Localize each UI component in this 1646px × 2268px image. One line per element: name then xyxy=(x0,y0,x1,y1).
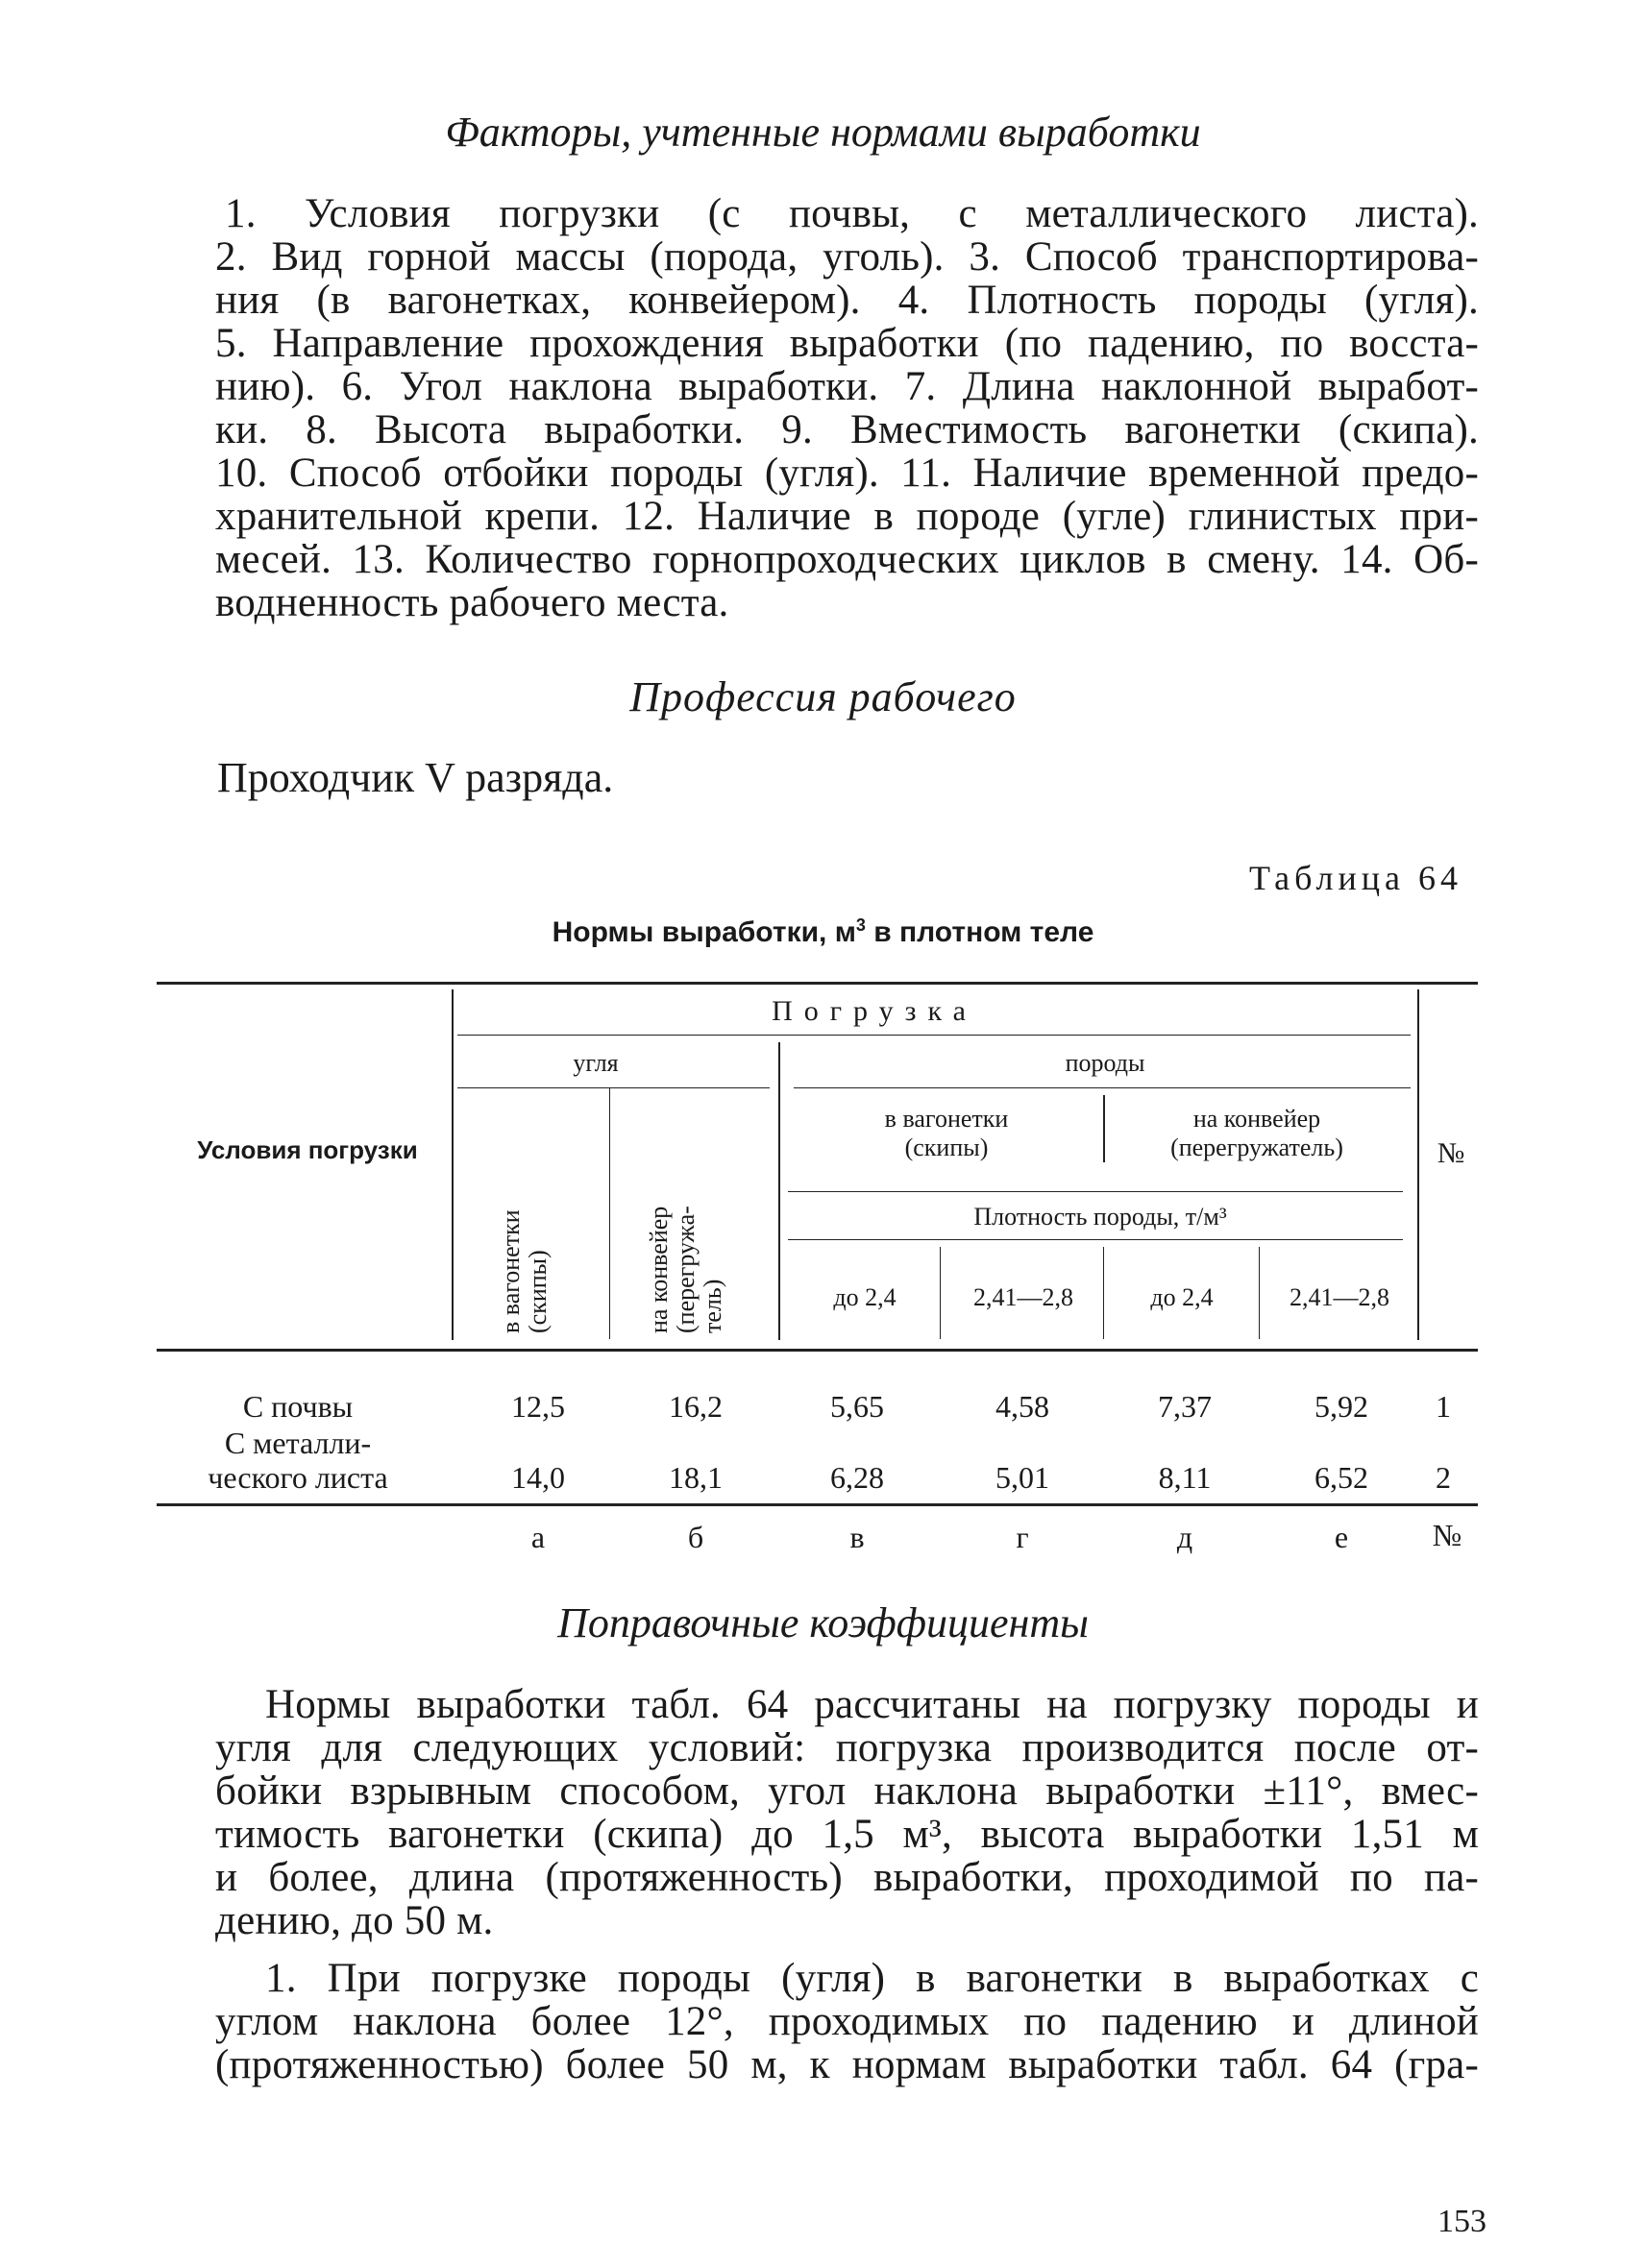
table-cell: 5,01 xyxy=(995,1460,1049,1495)
table-rule xyxy=(457,1087,770,1088)
row-label: С почвы xyxy=(242,1389,354,1424)
header-conditions: Условия погрузки xyxy=(197,1135,418,1164)
header-number: № xyxy=(1437,1137,1465,1169)
text-line: и более, длина (протяженность) выработки, проходимой по па- xyxy=(215,1855,1479,1900)
table-divider xyxy=(452,989,454,1340)
header-loading: Погрузка xyxy=(772,995,977,1027)
corrections-heading: Поправочные коэффициенты xyxy=(557,1599,1089,1646)
table-rule xyxy=(788,1191,1403,1192)
table-bottom-rule xyxy=(157,1503,1478,1506)
table-cell: 6,52 xyxy=(1314,1460,1368,1495)
text-line: (протяженностью) более 50 м, к нормам выработки табл. 64 (гра- xyxy=(215,2042,1479,2087)
table-cell: 8,11 xyxy=(1158,1460,1212,1495)
table-cell: 6,28 xyxy=(830,1460,884,1495)
table-cell: 5,65 xyxy=(830,1389,884,1424)
column-letter: д xyxy=(1176,1520,1193,1554)
text-line: хранительной крепи. 12. Наличие в породе (угле) глинистых при- xyxy=(215,494,1479,539)
table-cell: 7,37 xyxy=(1158,1389,1212,1424)
corrections-paragraph xyxy=(215,1683,1479,1942)
text-line: 1. Условия погрузки (с почвы, с металлического листа). xyxy=(225,191,1479,236)
table-top-rule xyxy=(157,982,1478,985)
table-title: Нормы выработки, $м^3$ в плотном теле xyxy=(552,915,1094,948)
table-cell: 4,58 xyxy=(995,1389,1049,1424)
text-line: водненность рабочего места. xyxy=(215,580,729,625)
text-line: ния (в вагонетках, конвейером). 4. Плотность породы (угля). xyxy=(215,278,1479,323)
table-cell: 14,0 xyxy=(511,1460,565,1495)
table-cell: 5,92 xyxy=(1314,1389,1368,1424)
text-line: 2. Вид горной массы (порода, уголь). 3. Способ транспортирова- xyxy=(215,234,1479,280)
column-letter: б xyxy=(687,1520,704,1554)
row-number: 2 xyxy=(1436,1460,1451,1495)
column-letter: а xyxy=(530,1520,546,1554)
text-line: нию). 6. Угол наклона выработки. 7. Длина наклонной выработ- xyxy=(215,364,1479,409)
text-line: ки. 8. Высота выработки. 9. Вместимость вагонетки (скипа). xyxy=(215,407,1479,452)
table-cell: 18,1 xyxy=(669,1460,723,1495)
header-rock-wagons: в вагонетки (скипы) xyxy=(884,1105,1009,1161)
header-density: Плотность породы, т/м³ xyxy=(973,1203,1227,1231)
row-label: С металли- ческого листа xyxy=(208,1426,388,1495)
header-density-col: до 2,4 xyxy=(833,1283,897,1311)
table-divider xyxy=(1103,1095,1105,1162)
column-letter: е xyxy=(1334,1520,1349,1554)
header-rock: породы xyxy=(1065,1049,1145,1077)
text-line: бойки взрывным способом, угол наклона выработки ±11°, вмес- xyxy=(215,1768,1479,1814)
text-line: угля для следующих условий: погрузка производится после от- xyxy=(215,1725,1479,1770)
table-rule xyxy=(457,1035,1411,1036)
table-divider xyxy=(940,1247,941,1339)
table-cell: 16,2 xyxy=(669,1389,723,1424)
table-divider xyxy=(1103,1247,1104,1339)
table-divider xyxy=(1417,989,1419,1340)
corrections-paragraph-2 xyxy=(215,1957,1479,2086)
profession-text: Проходчик V разряда. xyxy=(217,754,614,801)
text-line: углом наклона более 12°, проходимых по падению и длиной xyxy=(215,1999,1479,2044)
header-coal-wagons: в вагонетки (скипы) xyxy=(497,1209,552,1333)
row-number: 1 xyxy=(1436,1389,1451,1424)
factors-paragraph xyxy=(215,192,1479,624)
text-line: 1. При погрузке породы (угля) в вагонетки в выработках с xyxy=(265,1956,1479,2001)
text-line: Нормы выработки табл. 64 рассчитаны на погрузку породы и xyxy=(265,1682,1479,1727)
header-coal-conveyor: на конвейер (перегружа- тель) xyxy=(645,1206,726,1333)
factors-heading: Факторы, учтенные нормами выработки xyxy=(445,109,1201,156)
text-line: 10. Способ отбойки породы (угля). 11. Наличие временной предо- xyxy=(215,451,1479,496)
table-divider xyxy=(1259,1247,1260,1339)
column-letter: № xyxy=(1432,1518,1462,1552)
table-divider xyxy=(609,1087,610,1339)
table-label: Таблица 64 xyxy=(1249,859,1462,897)
text-line: 5. Направление прохождения выработки (по падению, по восста- xyxy=(215,321,1479,366)
column-letter: в xyxy=(849,1520,865,1554)
column-letter: г xyxy=(1016,1520,1029,1554)
header-coal: угля xyxy=(573,1049,619,1077)
table-cell: 12,5 xyxy=(511,1389,565,1424)
profession-heading: Профессия рабочего xyxy=(629,673,1017,720)
table-header-rule xyxy=(157,1349,1478,1352)
header-density-col: 2,41—2,8 xyxy=(1290,1283,1389,1311)
table-divider xyxy=(778,1042,780,1340)
table-rule xyxy=(794,1087,1411,1088)
text-line: дению, до 50 м. xyxy=(215,1898,494,1943)
table-rule xyxy=(788,1239,1403,1240)
header-rock-conveyor: на конвейер (перегружатель) xyxy=(1170,1105,1343,1161)
text-line: тимость вагонетки (скипа) до 1,5 м³, высота выработки 1,51 м xyxy=(215,1812,1479,1857)
text-line: месей. 13. Количество горнопроходческих циклов в смену. 14. Об- xyxy=(215,537,1479,582)
header-density-col: до 2,4 xyxy=(1150,1283,1214,1311)
page-number: 153 xyxy=(1437,2204,1486,2239)
header-density-col: 2,41—2,8 xyxy=(973,1283,1073,1311)
